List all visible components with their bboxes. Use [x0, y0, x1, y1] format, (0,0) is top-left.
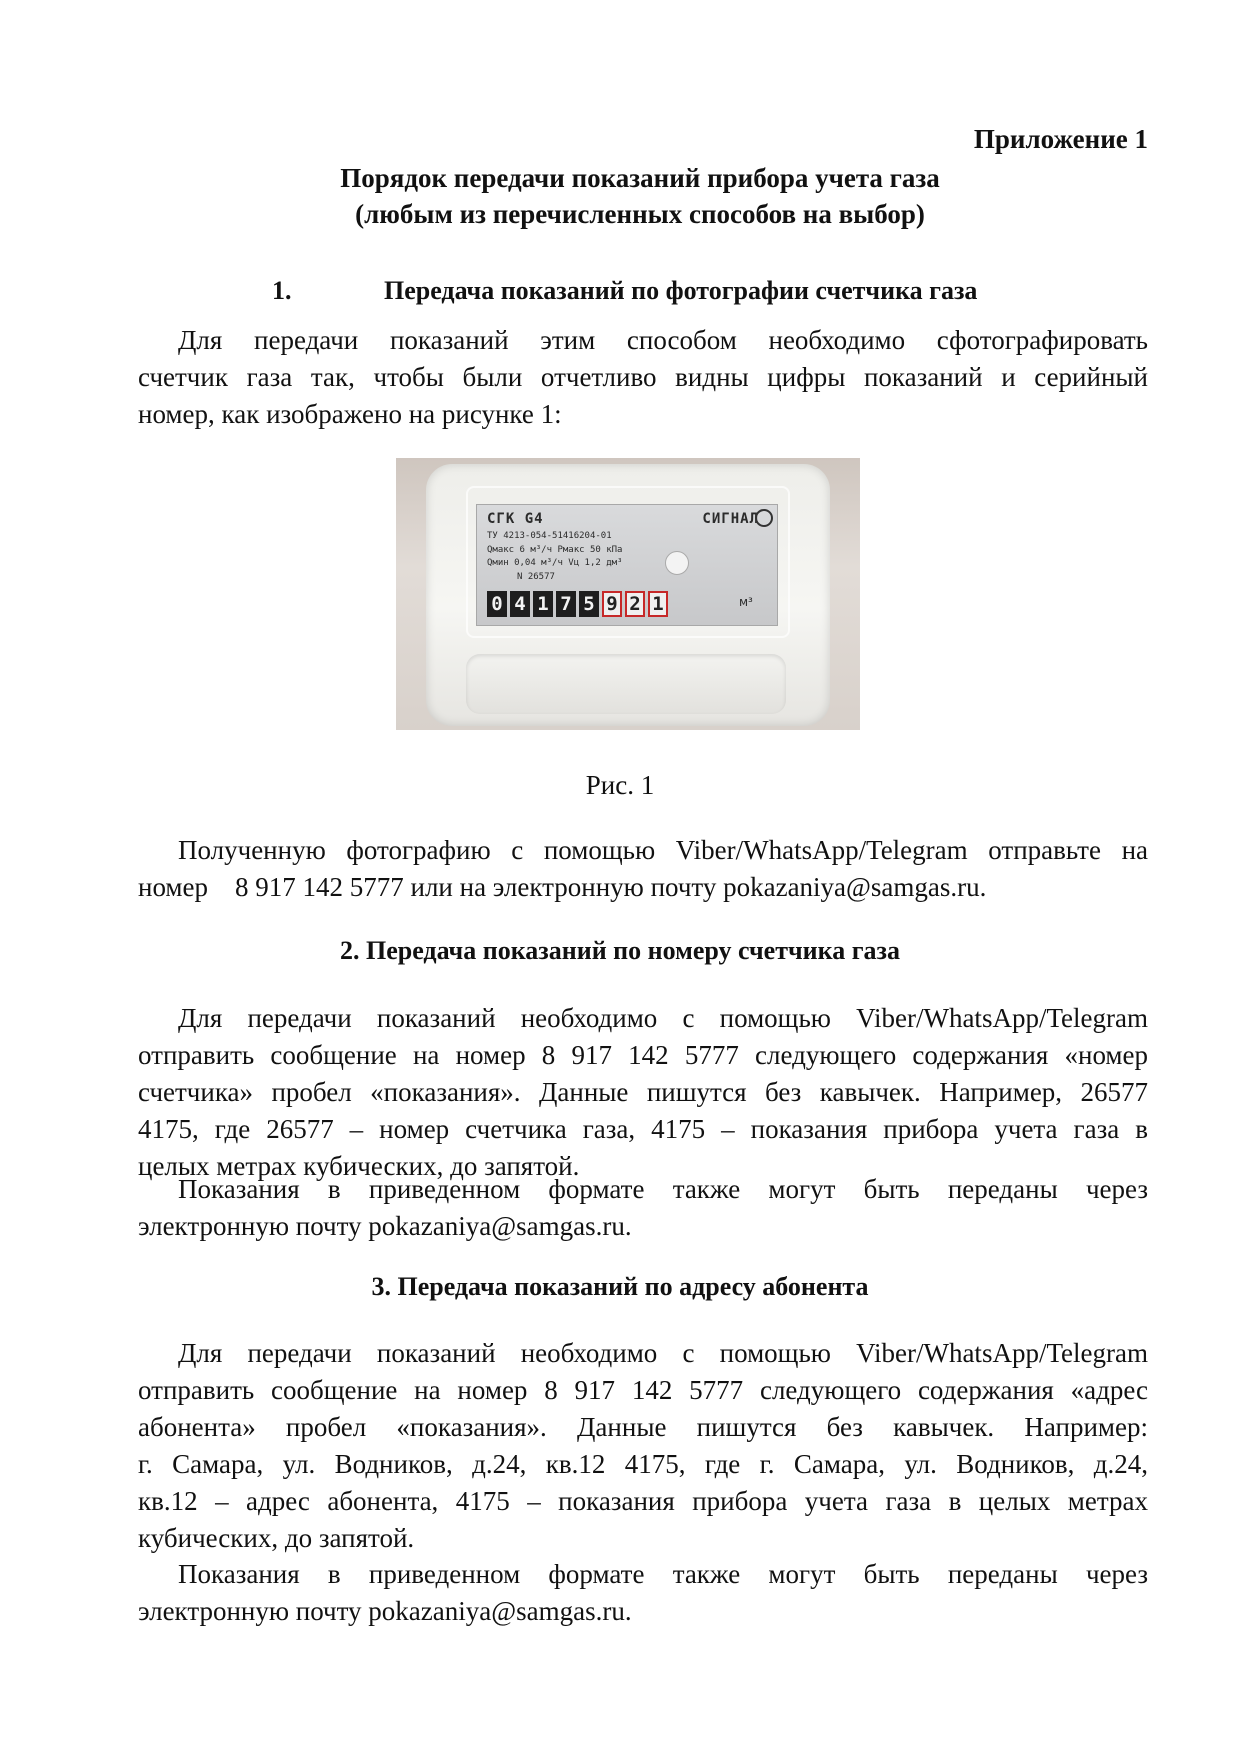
meter-spec-line: ТУ 4213-054-51416204-01 [487, 531, 612, 541]
section-3-line: г. Самара, ул. Водников, д.24, кв.12 4175, где г. Самара, ул. Водников, д.24, [138, 1449, 1148, 1479]
figure-caption: Рис. 1 [585, 770, 655, 800]
counter-digit: 1 [533, 591, 553, 617]
section-1-heading: Передача показаний по фотографии счетчика газа [384, 276, 978, 305]
title-line-2: (любым из перечисленных способов на выбор) [355, 199, 925, 229]
counter-unit: м³ [739, 595, 753, 609]
meter-housing-bottom [466, 654, 786, 714]
section-1-intro [138, 322, 1148, 433]
section-3-line: электронную почту pokazaniya@samgas.ru. [138, 1596, 632, 1626]
meter-counter [487, 591, 668, 617]
gas-meter-photo [396, 458, 860, 730]
section-3-line: кв.12 – адрес абонента, 4175 – показания прибора учета газа в целых метрах [138, 1486, 1148, 1516]
section-1-send-instructions [138, 832, 1148, 906]
counter-digit: 7 [556, 591, 576, 617]
meter-body [426, 464, 830, 726]
section-2-line: Показания в приведенном формате также могут быть переданы через [178, 1174, 1148, 1204]
section-1-send-line: Полученную фотографию с помощью Viber/WhatsApp/Telegram отправьте на [178, 835, 1148, 865]
section-2-line: целых метрах кубических, до запятой. [138, 1151, 580, 1181]
section-1-send-line: номер 8 917 142 5777 или на электронную почту pokazaniya@samgas.ru. [138, 872, 987, 902]
section-3-line: отправить сообщение на номер 8 917 142 5777 следующего содержания «адрес [138, 1375, 1148, 1405]
counter-decimal-digit: 9 [602, 591, 622, 617]
meter-dial-icon [665, 551, 689, 575]
counter-decimal-digit: 1 [648, 591, 668, 617]
counter-digit: 4 [510, 591, 530, 617]
document-title [140, 160, 1140, 232]
section-2-line: Для передачи показаний необходимо с помощью Viber/WhatsApp/Telegram [178, 1003, 1148, 1033]
section-2-heading: 2. Передача показаний по номеру счетчика газа [340, 936, 900, 965]
section-3-line: кубических, до запятой. [138, 1523, 415, 1553]
meter-manufacturer: СИГНАЛ [702, 511, 759, 527]
counter-digit: 5 [579, 591, 599, 617]
section-1-number: 1. [272, 276, 292, 305]
meter-nameplate [476, 504, 778, 626]
section-3-paragraph-1 [138, 1335, 1148, 1557]
meter-spec-line: Qмин 0,04 м³/ч Vц 1,2 дм³ [487, 558, 623, 568]
counter-digit: 0 [487, 591, 507, 617]
section-3-line: Показания в приведенном формате также могут быть переданы через [178, 1559, 1148, 1589]
manufacturer-logo-icon [755, 509, 773, 527]
section-2-line: счетчика» пробел «показания». Данные пишутся без кавычек. Например, 26577 [138, 1077, 1148, 1107]
section-3-paragraph-2 [138, 1556, 1148, 1630]
section-2-paragraph-2 [138, 1171, 1148, 1245]
counter-decimal-digit: 2 [625, 591, 645, 617]
section-2-line: электронную почту pokazaniya@samgas.ru. [138, 1211, 632, 1241]
meter-serial-number: N 26577 [517, 572, 555, 582]
section-2-line: отправить сообщение на номер 8 917 142 5777 следующего содержания «номер [138, 1040, 1148, 1070]
section-2-paragraph-1 [138, 1000, 1148, 1185]
section-3-line: абонента» пробел «показания». Данные пишутся без кавычек. Например: [138, 1412, 1148, 1442]
title-line-1: Порядок передачи показаний прибора учета газа [340, 163, 940, 193]
section-3-heading: 3. Передача показаний по адресу абонента [371, 1272, 869, 1301]
meter-brand: СГК G4 [487, 511, 544, 527]
section-2-line: 4175, где 26577 – номер счетчика газа, 4175 – показания прибора учета газа в [138, 1114, 1148, 1144]
section-1-intro-line: номер, как изображено на рисунке 1: [138, 399, 562, 429]
section-1-intro-line: счетчик газа так, чтобы были отчетливо видны цифры показаний и серийный [138, 362, 1148, 392]
section-1-intro-line: Для передачи показаний этим способом необходимо сфотографировать [178, 325, 1148, 355]
appendix-label: Приложение 1 [973, 124, 1148, 154]
section-3-line: Для передачи показаний необходимо с помощью Viber/WhatsApp/Telegram [178, 1338, 1148, 1368]
meter-spec-line: Qмакс 6 м³/ч Pмакс 50 кПа [487, 545, 623, 555]
